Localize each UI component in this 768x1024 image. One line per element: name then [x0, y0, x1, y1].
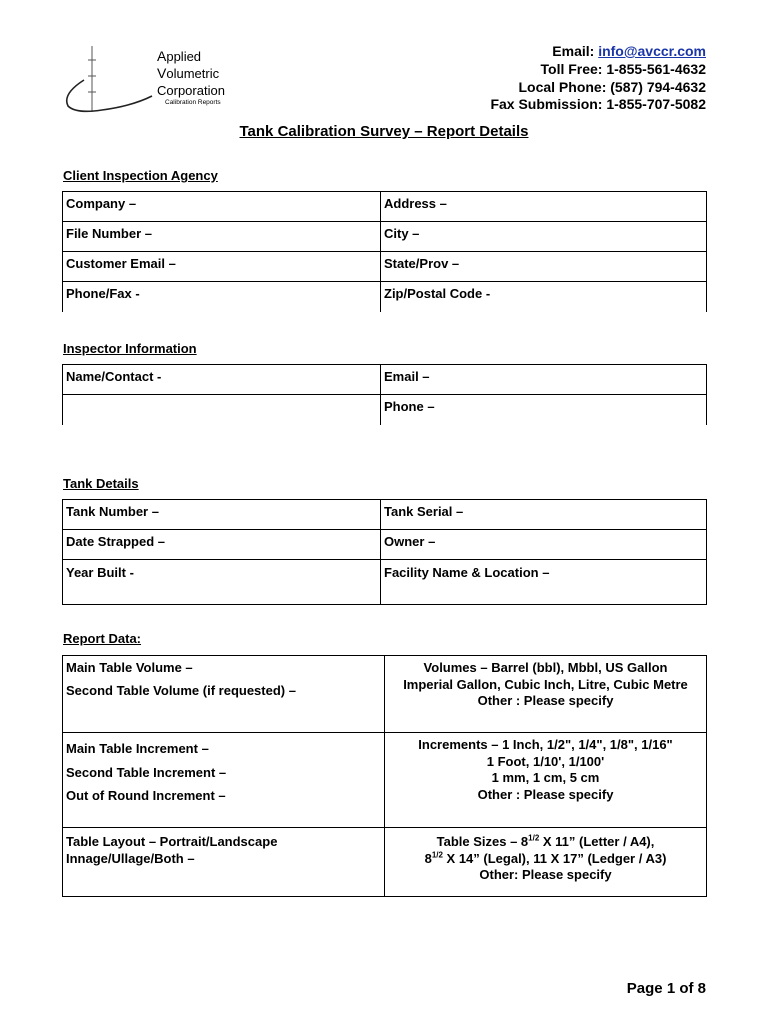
- fax-row: Fax Submission: 1-855-707-5082: [490, 96, 706, 113]
- document-title: Tank Calibration Survey – Report Details: [239, 123, 529, 140]
- table-row: [63, 733, 707, 828]
- owner-field[interactable]: Owner –: [381, 530, 707, 560]
- layout-fields[interactable]: [63, 828, 385, 897]
- customer-email-field[interactable]: Customer Email –: [63, 252, 381, 282]
- zip-postal-field[interactable]: Zip/Postal Code -: [381, 282, 707, 312]
- table-row: [63, 656, 707, 733]
- name-contact-field[interactable]: Name/Contact -: [63, 365, 381, 395]
- volume-options: [385, 656, 707, 733]
- tank-table: [62, 499, 707, 605]
- table-row: [63, 500, 707, 530]
- year-built-field[interactable]: Year Built -: [63, 560, 381, 605]
- inspector-email-field[interactable]: Email –: [381, 365, 707, 395]
- blank-cell[interactable]: [63, 395, 381, 425]
- company-field[interactable]: Company –: [63, 192, 381, 222]
- main-table-increment-label: Main Table Increment –: [66, 741, 209, 756]
- file-number-field[interactable]: File Number –: [63, 222, 381, 252]
- increment-options-line: 1 mm, 1 cm, 5 cm: [491, 770, 600, 785]
- logo-subtitle: Calibration Reports: [165, 99, 221, 106]
- state-prov-field[interactable]: State/Prov –: [381, 252, 707, 282]
- volume-options-line: Volumes – Barrel (bbl), Mbbl, US Gallon: [423, 660, 668, 675]
- innage-ullage-label: Innage/Ullage/Both –: [66, 850, 195, 866]
- contact-email-row: [490, 43, 706, 61]
- table-size-options: [385, 828, 707, 897]
- table-row: [63, 560, 707, 605]
- date-strapped-field[interactable]: Date Strapped –: [63, 530, 381, 560]
- increment-options-line: Increments – 1 Inch, 1/2", 1/4", 1/8", 1/16": [418, 737, 673, 752]
- local-phone-row: Local Phone: (587) 794-4632: [518, 78, 706, 95]
- company-logo: [62, 42, 242, 116]
- main-table-volume-label: Main Table Volume –: [66, 660, 193, 675]
- table-row: [63, 192, 707, 222]
- volume-options-line: Imperial Gallon, Cubic Inch, Litre, Cubic Metre: [403, 676, 688, 692]
- client-section-heading: Client Inspection Agency: [63, 168, 218, 183]
- logo-line-corporation: Corporation: [157, 83, 225, 98]
- out-of-round-increment-label: Out of Round Increment –: [66, 788, 226, 803]
- logo-line-volumetric: Volumetric: [157, 65, 220, 81]
- inspector-section-heading: Inspector Information: [63, 341, 197, 356]
- table-layout-label: Table Layout – Portrait/Landscape: [66, 834, 278, 849]
- table-row: [63, 395, 707, 425]
- second-table-volume-label: Second Table Volume (if requested) –: [66, 682, 296, 698]
- tank-section-heading: Tank Details: [63, 476, 139, 491]
- report-section-heading: Report Data:: [63, 631, 142, 646]
- tank-number-field[interactable]: Tank Number –: [63, 500, 381, 530]
- increment-options-line: Other : Please specify: [477, 786, 614, 802]
- table-row: [63, 530, 707, 560]
- inspector-phone-field[interactable]: Phone –: [381, 395, 707, 425]
- second-table-increment-label: Second Table Increment –: [66, 764, 227, 780]
- table-sizes-line: Table Sizes – $8^{1/2}$ X 11” (Letter / A4),: [436, 833, 655, 849]
- email-link[interactable]: info@avccr.com: [598, 43, 706, 59]
- email-label: Email:: [552, 43, 595, 59]
- table-row: [63, 252, 707, 282]
- table-row: [63, 282, 707, 312]
- increment-options: [385, 733, 707, 828]
- phone-fax-field[interactable]: Phone/Fax -: [63, 282, 381, 312]
- increment-fields[interactable]: [63, 733, 385, 828]
- address-field[interactable]: Address –: [381, 192, 707, 222]
- page-number: Page 1 of 8: [626, 980, 706, 997]
- table-sizes-line: $8^{1/2}$ X 14” (Legal), 11 X 17” (Ledger / A3): [424, 850, 667, 866]
- volume-options-line: Other : Please specify: [477, 693, 614, 708]
- table-row: [63, 222, 707, 252]
- report-table: [62, 655, 707, 897]
- city-field[interactable]: City –: [381, 222, 707, 252]
- client-table: [62, 191, 707, 312]
- table-row: [63, 828, 707, 897]
- inspector-table: [62, 364, 707, 425]
- table-row: [63, 365, 707, 395]
- tank-serial-field[interactable]: Tank Serial –: [381, 500, 707, 530]
- toll-free-row: Toll Free: 1-855-561-4632: [540, 60, 706, 77]
- contact-block: [490, 43, 706, 114]
- logo-graphic: [62, 42, 162, 116]
- increment-options-line: 1 Foot, 1/10', 1/100': [486, 753, 605, 769]
- table-sizes-line: Other: Please specify: [479, 867, 612, 882]
- volume-fields[interactable]: [63, 656, 385, 733]
- logo-line-applied: Applied: [157, 48, 202, 64]
- facility-location-field[interactable]: Facility Name & Location –: [381, 560, 707, 605]
